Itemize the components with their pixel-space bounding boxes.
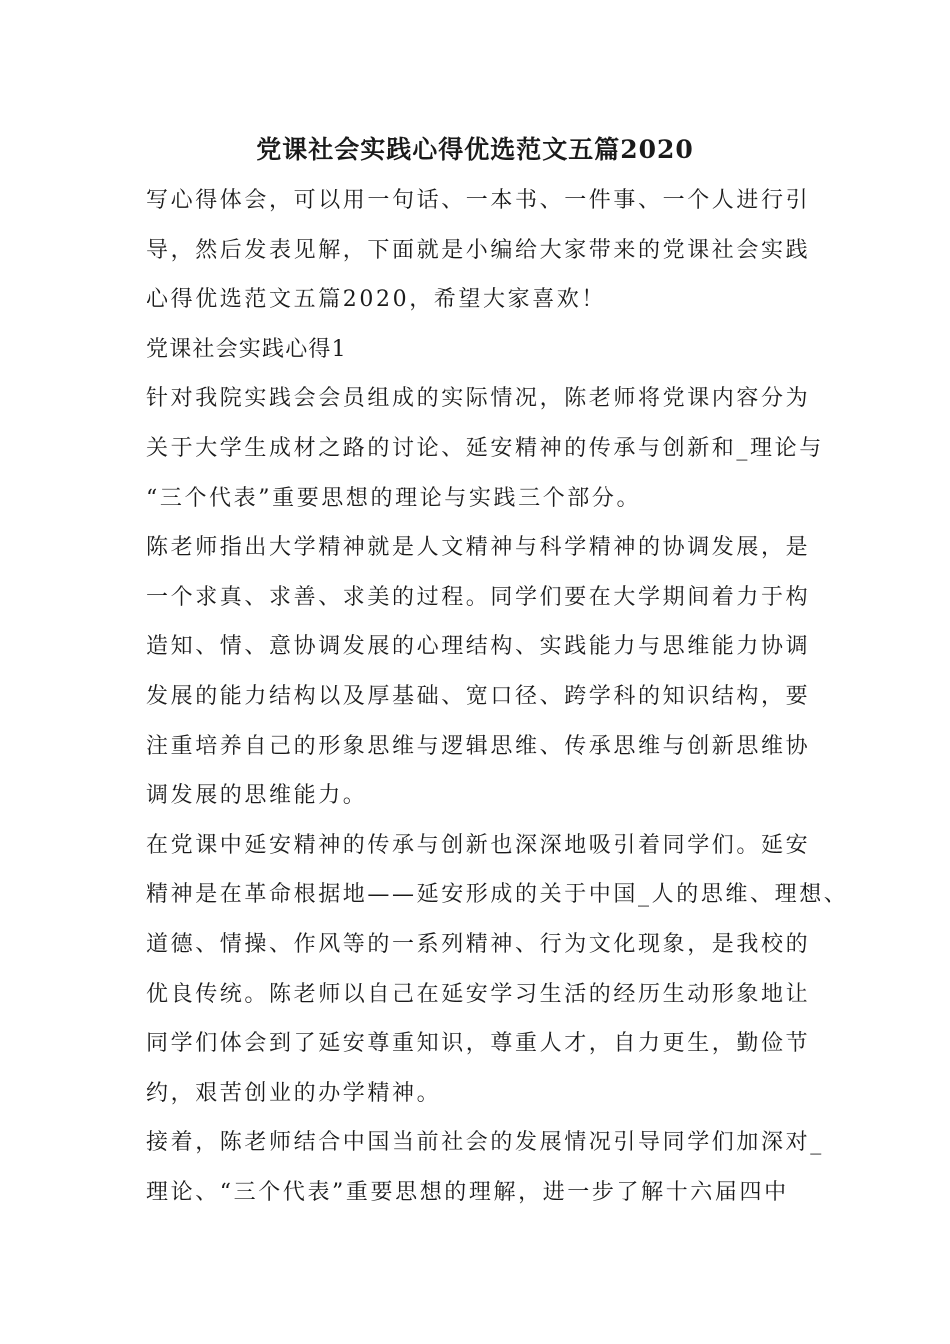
text-line: 道德、情操、作风等的一系列精神、行为文化现象，是我校的 <box>146 931 811 957</box>
text-line: 精神是在革命根据地——延安形成的关于中国_人的思维、理想、 <box>146 882 849 908</box>
text-line: 发展的能力结构以及厚基础、宽口径、跨学科的知识结构，要 <box>146 683 811 709</box>
text-line: 注重培养自己的形象思维与逻辑思维、传承思维与创新思维协 <box>146 733 811 759</box>
text-line: 关于大学生成材之路的讨论、延安精神的传承与创新和_理论与 <box>146 435 824 461</box>
text-line: 写心得体会，可以用一句话、一本书、一件事、一个人进行引 <box>146 188 811 213</box>
document-title: 党课社会实践心得优选范文五篇2020 <box>256 135 694 164</box>
text-line: 一个求真、求善、求美的过程。同学们要在大学期间着力于构 <box>146 584 811 610</box>
text-line: 心得优选范文五篇2020，希望大家喜欢！ <box>146 287 606 313</box>
text-line: 优良传统。陈老师以自己在延安学习生活的经历生动形象地让 <box>146 981 811 1007</box>
section-heading: 党课社会实践心得1 <box>146 336 347 362</box>
text-line: 理论、“三个代表”重要思想的理解，进一步了解十六届四中 <box>146 1179 789 1205</box>
text-line: 陈老师指出大学精神就是人文精神与科学精神的协调发展，是 <box>146 535 811 561</box>
text-line: 约，艰苦创业的办学精神。 <box>146 1080 442 1106</box>
document-body <box>146 176 849 1217</box>
text-line: 调发展的思维能力。 <box>146 783 368 809</box>
text-line: “三个代表”重要思想的理论与实践三个部分。 <box>146 485 642 511</box>
text-line: 在党课中延安精神的传承与创新也深深地吸引着同学们。延安 <box>146 832 811 858</box>
text-line: 造知、情、意协调发展的心理结构、实践能力与思维能力协调 <box>146 634 811 660</box>
text-line: 导，然后发表见解，下面就是小编给大家带来的党课社会实践 <box>146 237 811 263</box>
text-line: 同学们体会到了延安尊重知识，尊重人才，自力更生，勤俭节 <box>146 1031 811 1057</box>
text-line: 针对我院实践会会员组成的实际情况，陈老师将党课内容分为 <box>146 386 811 412</box>
text-line: 接着，陈老师结合中国当前社会的发展情况引导同学们加深对_ <box>146 1130 824 1156</box>
